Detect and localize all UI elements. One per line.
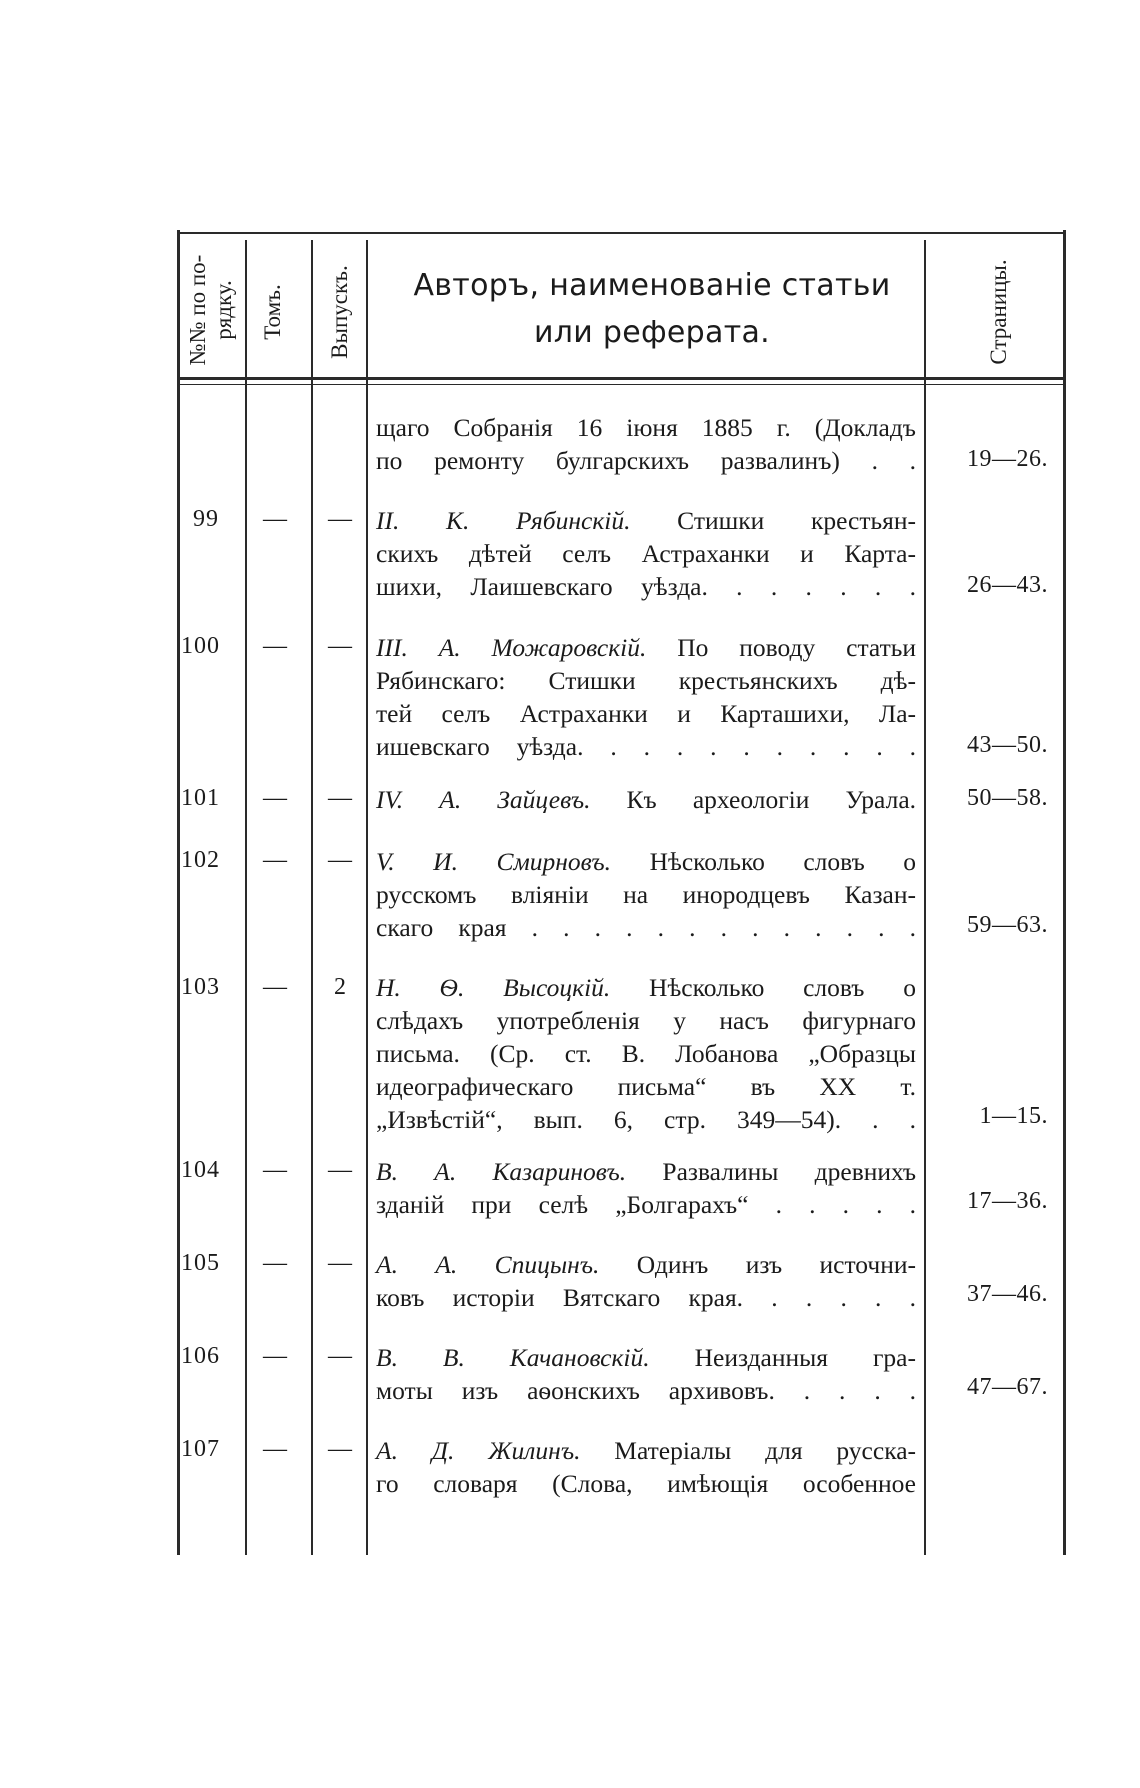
row-author: А. Д. Жилинъ. bbox=[376, 1436, 581, 1465]
row-pages: 50—58. bbox=[967, 785, 1048, 811]
row-text-line: „Извѣстій“, вып. 6, стр. 349—54). . . bbox=[376, 1105, 916, 1134]
row-pages: 59—63. bbox=[967, 912, 1048, 938]
row-pages: 17—36. bbox=[967, 1188, 1048, 1214]
row-tom: — bbox=[263, 1343, 287, 1369]
row-description bbox=[376, 631, 916, 763]
header-title-line1: Авторъ, наименованіе статьи bbox=[413, 268, 891, 303]
col-divider-4 bbox=[924, 240, 926, 1555]
row-text-line: слѣдахъ употребленія у насъ фигурнаго bbox=[376, 1006, 916, 1035]
row-text-line: Одинъ изъ источни- bbox=[636, 1250, 916, 1279]
header-title-line2: или реферата. bbox=[533, 315, 771, 350]
header-number-line1: №№ по по- bbox=[184, 254, 210, 366]
continuation-text bbox=[376, 411, 916, 477]
row-tom: — bbox=[263, 1436, 287, 1462]
row-description bbox=[376, 971, 916, 1136]
row-author: II. К. Рябинскій. bbox=[376, 506, 631, 535]
row-text-line: моты изъ аѳонскихъ архивовъ. . . . . bbox=[376, 1376, 916, 1405]
row-vypusk: — bbox=[328, 1343, 352, 1369]
row-description bbox=[376, 1434, 916, 1500]
header-number-column bbox=[186, 240, 236, 380]
header-number-line2: рядку. bbox=[211, 280, 236, 340]
row-text-line: Неизданныя гра- bbox=[694, 1343, 916, 1372]
header-vypusk-column: Выпускъ. bbox=[326, 265, 352, 359]
row-description bbox=[376, 845, 916, 944]
row-number: 101 bbox=[181, 785, 220, 811]
row-tom: — bbox=[263, 1250, 287, 1276]
row-number: 99 bbox=[193, 506, 219, 532]
table-right-border bbox=[1063, 230, 1066, 1555]
col-divider-2 bbox=[311, 240, 313, 1555]
header-title-column bbox=[376, 262, 928, 356]
row-text-line: Нѣсколько словъ о bbox=[649, 847, 917, 876]
row-vypusk: — bbox=[328, 847, 352, 873]
row-tom: — bbox=[263, 974, 287, 1000]
row-text-line: го словаря (Слова, имѣющія особенное bbox=[376, 1469, 916, 1498]
row-text-line: Развалины древнихъ bbox=[662, 1157, 917, 1186]
row-number: 105 bbox=[181, 1250, 220, 1276]
row-pages: 1—15. bbox=[979, 1103, 1048, 1129]
row-number: 106 bbox=[181, 1343, 220, 1369]
row-tom: — bbox=[263, 633, 287, 659]
row-number: 107 bbox=[181, 1436, 220, 1462]
row-text-line: Рябинскаго: Стишки крестьянскихъ дѣ- bbox=[376, 666, 916, 695]
row-text-line: Къ археологіи Урала. bbox=[626, 785, 917, 814]
row-text-line: скихъ дѣтей селъ Астраханки и Карта- bbox=[376, 539, 916, 568]
row-text-line: скаго края . . . . . . . . . . . . . bbox=[376, 913, 916, 942]
row-tom: — bbox=[263, 506, 287, 532]
col-divider-1 bbox=[245, 240, 247, 1555]
row-pages: 47—67. bbox=[967, 1374, 1048, 1400]
row-text-line: идеографическаго письма“ въ XX т. bbox=[376, 1072, 916, 1101]
row-vypusk: — bbox=[328, 506, 352, 532]
row-description bbox=[376, 504, 916, 603]
row-vypusk: — bbox=[328, 1436, 352, 1462]
row-pages: 43—50. bbox=[967, 732, 1048, 758]
header-top-rule bbox=[177, 232, 1065, 234]
row-text-line: зданій при селѣ „Болгарахъ“ . . . . . bbox=[376, 1190, 916, 1219]
row-tom: — bbox=[263, 847, 287, 873]
header-pages-column: Страницы. bbox=[985, 259, 1011, 365]
row-description bbox=[376, 783, 916, 816]
table-left-border bbox=[177, 230, 180, 1555]
row-tom: — bbox=[263, 1157, 287, 1183]
row-author: III. А. Можаровскій. bbox=[376, 633, 647, 662]
row-text-line: тей селъ Астраханки и Карташихи, Ла- bbox=[376, 699, 916, 728]
row-author: А. А. Спицынъ. bbox=[376, 1250, 600, 1279]
row-number: 103 bbox=[181, 974, 220, 1000]
row-text-line: Стишки крестьян- bbox=[677, 506, 917, 535]
row-description bbox=[376, 1155, 916, 1221]
row-vypusk: — bbox=[328, 1157, 352, 1183]
row-text-line: письма. (Ср. ст. В. Лобанова „Образцы bbox=[376, 1039, 916, 1068]
row-author: В. А. Казариновъ. bbox=[376, 1157, 627, 1186]
continuation-line: по ремонту булгарскихъ развалинъ) . . bbox=[376, 446, 916, 475]
row-text-line: Нѣсколько словъ о bbox=[649, 973, 916, 1002]
row-author: В. В. Качановскій. bbox=[376, 1343, 650, 1372]
row-description bbox=[376, 1341, 916, 1407]
row-text-line: русскомъ вліяніи на инородцевъ Казан- bbox=[376, 880, 916, 909]
col-divider-3 bbox=[366, 240, 368, 1555]
row-number: 102 bbox=[181, 847, 220, 873]
row-vypusk: — bbox=[328, 1250, 352, 1276]
continuation-pages: 19—26. bbox=[967, 446, 1048, 472]
row-vypusk: 2 bbox=[334, 974, 346, 1000]
row-number: 100 bbox=[181, 633, 220, 659]
row-author: V. И. Смирновъ. bbox=[376, 847, 612, 876]
row-author: Н. Ѳ. Высоцкій. bbox=[376, 973, 611, 1002]
row-vypusk: — bbox=[328, 785, 352, 811]
continuation-line: щаго Собранія 16 іюня 1885 г. (Докладъ bbox=[376, 413, 916, 442]
row-tom: — bbox=[263, 785, 287, 811]
row-author: IV. А. Зайцевъ. bbox=[376, 785, 591, 814]
header-bottom-rule bbox=[177, 377, 1065, 380]
row-vypusk: — bbox=[328, 633, 352, 659]
row-number: 104 bbox=[181, 1157, 220, 1183]
row-text-line: ишевскаго уѣзда. . . . . . . . . . . bbox=[376, 732, 916, 761]
header-tom-column: Томъ. bbox=[259, 284, 285, 340]
row-text-line: По поводу статьи bbox=[677, 633, 916, 662]
row-pages: 37—46. bbox=[967, 1281, 1048, 1307]
header-bottom-rule-2 bbox=[177, 384, 1065, 385]
row-text-line: Матеріалы для русска- bbox=[614, 1436, 917, 1465]
row-text-line: шихи, Лаишевскаго уѣзда. . . . . . . bbox=[376, 572, 916, 601]
row-text-line: ковъ исторіи Вятскаго края. . . . . . bbox=[376, 1283, 916, 1312]
row-description bbox=[376, 1248, 916, 1314]
row-pages: 26—43. bbox=[967, 572, 1048, 598]
